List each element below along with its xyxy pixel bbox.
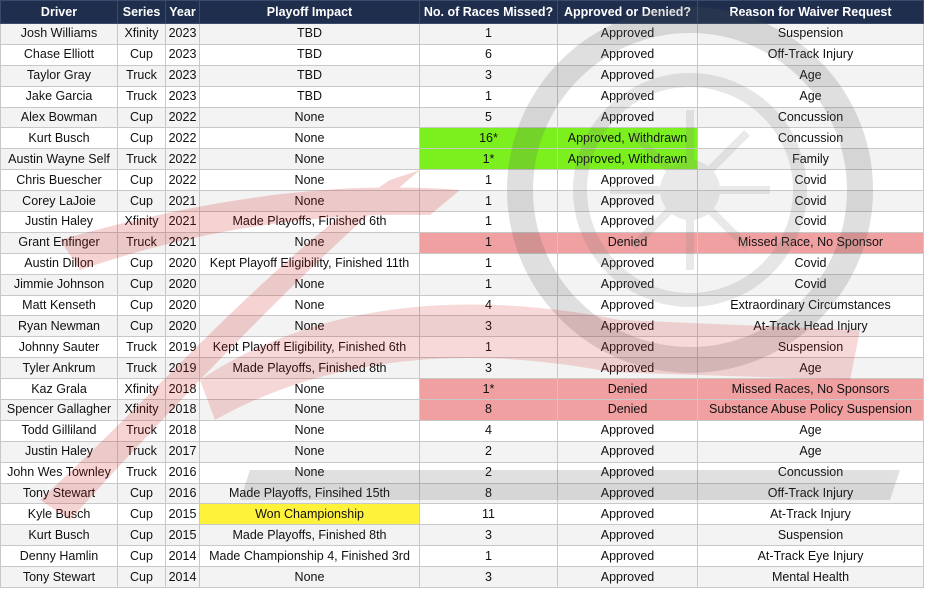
cell-year: 2023 xyxy=(166,65,200,86)
cell-playoff-impact: TBD xyxy=(200,86,420,107)
cell-races-missed: 6 xyxy=(420,44,558,65)
cell-series: Truck xyxy=(118,65,166,86)
cell-year: 2015 xyxy=(166,525,200,546)
cell-year: 2022 xyxy=(166,170,200,191)
cell-approved-denied: Approved xyxy=(558,567,698,588)
cell-approved-denied: Approved xyxy=(558,65,698,86)
cell-reason: Age xyxy=(698,441,924,462)
cell-driver: Austin Wayne Self xyxy=(1,149,118,170)
table-row xyxy=(1,253,924,274)
table-header xyxy=(1,1,924,24)
cell-approved-denied: Approved xyxy=(558,253,698,274)
cell-approved-denied: Approved xyxy=(558,86,698,107)
cell-series: Cup xyxy=(118,316,166,337)
cell-driver: Kurt Busch xyxy=(1,128,118,149)
cell-reason: At-Track Injury xyxy=(698,504,924,525)
cell-races-missed: 1 xyxy=(420,24,558,45)
cell-reason: Suspension xyxy=(698,24,924,45)
cell-playoff-impact: None xyxy=(200,462,420,483)
cell-races-missed: 3 xyxy=(420,525,558,546)
cell-reason: Suspension xyxy=(698,525,924,546)
cell-series: Xfinity xyxy=(118,400,166,421)
table-row xyxy=(1,149,924,170)
cell-reason: Extraordinary Circumstances xyxy=(698,295,924,316)
table-row xyxy=(1,107,924,128)
cell-year: 2020 xyxy=(166,253,200,274)
table-row xyxy=(1,546,924,567)
table-row xyxy=(1,337,924,358)
cell-year: 2014 xyxy=(166,567,200,588)
cell-series: Cup xyxy=(118,253,166,274)
cell-year: 2023 xyxy=(166,86,200,107)
cell-reason: Missed Races, No Sponsors xyxy=(698,379,924,400)
cell-races-missed: 16* xyxy=(420,128,558,149)
cell-year: 2019 xyxy=(166,337,200,358)
cell-series: Cup xyxy=(118,107,166,128)
cell-year: 2015 xyxy=(166,504,200,525)
table-row xyxy=(1,483,924,504)
cell-races-missed: 1 xyxy=(420,86,558,107)
cell-approved-denied: Approved xyxy=(558,44,698,65)
cell-approved-denied: Approved xyxy=(558,191,698,212)
cell-approved-denied: Approved xyxy=(558,546,698,567)
cell-playoff-impact: None xyxy=(200,295,420,316)
cell-reason: Concussion xyxy=(698,462,924,483)
table-row xyxy=(1,86,924,107)
table-row xyxy=(1,567,924,588)
cell-playoff-impact: None xyxy=(200,567,420,588)
cell-year: 2018 xyxy=(166,379,200,400)
cell-approved-denied: Approved xyxy=(558,358,698,379)
cell-approved-denied: Approved xyxy=(558,504,698,525)
cell-year: 2017 xyxy=(166,441,200,462)
cell-driver: Alex Bowman xyxy=(1,107,118,128)
cell-playoff-impact: TBD xyxy=(200,44,420,65)
cell-driver: Spencer Gallagher xyxy=(1,400,118,421)
cell-approved-denied: Approved xyxy=(558,420,698,441)
cell-approved-denied: Approved, Withdrawn xyxy=(558,149,698,170)
header-approved-denied: Approved or Denied? xyxy=(558,1,698,24)
cell-driver: Johnny Sauter xyxy=(1,337,118,358)
cell-playoff-impact: Made Playoffs, Finished 6th xyxy=(200,212,420,233)
cell-driver: Kyle Busch xyxy=(1,504,118,525)
cell-approved-denied: Approved xyxy=(558,24,698,45)
cell-reason: At-Track Eye Injury xyxy=(698,546,924,567)
cell-playoff-impact: Kept Playoff Eligibility, Finished 6th xyxy=(200,337,420,358)
cell-approved-denied: Approved xyxy=(558,525,698,546)
cell-playoff-impact: None xyxy=(200,232,420,253)
cell-reason: Covid xyxy=(698,253,924,274)
table-row xyxy=(1,504,924,525)
cell-driver: Corey LaJoie xyxy=(1,191,118,212)
cell-playoff-impact: None xyxy=(200,170,420,191)
table-row xyxy=(1,44,924,65)
cell-series: Truck xyxy=(118,358,166,379)
cell-year: 2022 xyxy=(166,107,200,128)
table-row xyxy=(1,462,924,483)
table-row xyxy=(1,191,924,212)
cell-driver: Tyler Ankrum xyxy=(1,358,118,379)
cell-races-missed: 1 xyxy=(420,274,558,295)
cell-year: 2023 xyxy=(166,24,200,45)
cell-reason: Age xyxy=(698,86,924,107)
cell-playoff-impact: None xyxy=(200,379,420,400)
cell-playoff-impact: Made Playoffs, Finished 8th xyxy=(200,525,420,546)
cell-series: Cup xyxy=(118,170,166,191)
cell-reason: Concussion xyxy=(698,128,924,149)
header-year: Year xyxy=(166,1,200,24)
cell-reason: Concussion xyxy=(698,107,924,128)
cell-year: 2022 xyxy=(166,128,200,149)
table-row xyxy=(1,379,924,400)
cell-playoff-impact: Won Championship xyxy=(200,504,420,525)
cell-series: Cup xyxy=(118,128,166,149)
table-row xyxy=(1,400,924,421)
table-row xyxy=(1,358,924,379)
table-row xyxy=(1,232,924,253)
cell-driver: Tony Stewart xyxy=(1,567,118,588)
cell-playoff-impact: TBD xyxy=(200,65,420,86)
cell-driver: Matt Kenseth xyxy=(1,295,118,316)
header-reason: Reason for Waiver Request xyxy=(698,1,924,24)
table-row xyxy=(1,420,924,441)
cell-races-missed: 1 xyxy=(420,253,558,274)
cell-approved-denied: Approved xyxy=(558,483,698,504)
cell-year: 2014 xyxy=(166,546,200,567)
cell-approved-denied: Approved xyxy=(558,316,698,337)
cell-playoff-impact: None xyxy=(200,149,420,170)
cell-races-missed: 3 xyxy=(420,65,558,86)
cell-races-missed: 11 xyxy=(420,504,558,525)
cell-year: 2020 xyxy=(166,295,200,316)
cell-approved-denied: Denied xyxy=(558,400,698,421)
cell-driver: Ryan Newman xyxy=(1,316,118,337)
cell-playoff-impact: None xyxy=(200,191,420,212)
cell-approved-denied: Approved xyxy=(558,274,698,295)
cell-races-missed: 3 xyxy=(420,358,558,379)
cell-driver: Todd Gilliland xyxy=(1,420,118,441)
cell-playoff-impact: Made Playoffs, Finished 8th xyxy=(200,358,420,379)
cell-driver: Tony Stewart xyxy=(1,483,118,504)
cell-series: Cup xyxy=(118,44,166,65)
table-row xyxy=(1,441,924,462)
cell-driver: Jimmie Johnson xyxy=(1,274,118,295)
cell-approved-denied: Approved, Withdrawn xyxy=(558,128,698,149)
table-row xyxy=(1,170,924,191)
cell-driver: Justin Haley xyxy=(1,441,118,462)
cell-races-missed: 1* xyxy=(420,379,558,400)
cell-series: Cup xyxy=(118,546,166,567)
cell-approved-denied: Approved xyxy=(558,337,698,358)
header-series: Series xyxy=(118,1,166,24)
cell-year: 2016 xyxy=(166,483,200,504)
cell-series: Truck xyxy=(118,420,166,441)
cell-playoff-impact: None xyxy=(200,400,420,421)
cell-series: Truck xyxy=(118,337,166,358)
table-row xyxy=(1,212,924,233)
cell-playoff-impact: Made Championship 4, Finished 3rd xyxy=(200,546,420,567)
cell-races-missed: 4 xyxy=(420,420,558,441)
cell-races-missed: 3 xyxy=(420,316,558,337)
cell-series: Truck xyxy=(118,86,166,107)
cell-playoff-impact: Made Playoffs, Finsihed 15th xyxy=(200,483,420,504)
cell-approved-denied: Approved xyxy=(558,462,698,483)
cell-races-missed: 1 xyxy=(420,546,558,567)
cell-driver: John Wes Townley xyxy=(1,462,118,483)
cell-races-missed: 4 xyxy=(420,295,558,316)
cell-reason: Substance Abuse Policy Suspension xyxy=(698,400,924,421)
table-row xyxy=(1,65,924,86)
cell-races-missed: 1 xyxy=(420,232,558,253)
cell-year: 2021 xyxy=(166,212,200,233)
cell-series: Truck xyxy=(118,462,166,483)
cell-driver: Chris Buescher xyxy=(1,170,118,191)
cell-reason: Missed Race, No Sponsor xyxy=(698,232,924,253)
cell-year: 2018 xyxy=(166,400,200,421)
cell-driver: Grant Enfinger xyxy=(1,232,118,253)
cell-playoff-impact: None xyxy=(200,316,420,337)
cell-playoff-impact: Kept Playoff Eligibility, Finished 11th xyxy=(200,253,420,274)
table-row xyxy=(1,295,924,316)
cell-series: Xfinity xyxy=(118,212,166,233)
cell-races-missed: 1 xyxy=(420,337,558,358)
cell-approved-denied: Approved xyxy=(558,170,698,191)
cell-series: Cup xyxy=(118,525,166,546)
cell-driver: Kaz Grala xyxy=(1,379,118,400)
cell-series: Cup xyxy=(118,295,166,316)
cell-series: Cup xyxy=(118,191,166,212)
cell-year: 2023 xyxy=(166,44,200,65)
cell-reason: Mental Health xyxy=(698,567,924,588)
cell-series: Xfinity xyxy=(118,379,166,400)
cell-races-missed: 2 xyxy=(420,462,558,483)
cell-reason: Covid xyxy=(698,212,924,233)
cell-year: 2022 xyxy=(166,149,200,170)
cell-year: 2020 xyxy=(166,274,200,295)
cell-approved-denied: Approved xyxy=(558,295,698,316)
cell-approved-denied: Approved xyxy=(558,107,698,128)
cell-series: Cup xyxy=(118,483,166,504)
cell-races-missed: 2 xyxy=(420,441,558,462)
cell-series: Cup xyxy=(118,504,166,525)
cell-races-missed: 1 xyxy=(420,191,558,212)
cell-year: 2021 xyxy=(166,232,200,253)
cell-reason: At-Track Head Injury xyxy=(698,316,924,337)
table-row xyxy=(1,128,924,149)
cell-races-missed: 8 xyxy=(420,483,558,504)
cell-playoff-impact: TBD xyxy=(200,24,420,45)
cell-reason: Covid xyxy=(698,191,924,212)
cell-races-missed: 1 xyxy=(420,212,558,233)
header-driver: Driver xyxy=(1,1,118,24)
cell-series: Truck xyxy=(118,149,166,170)
table-row xyxy=(1,316,924,337)
cell-year: 2020 xyxy=(166,316,200,337)
cell-playoff-impact: None xyxy=(200,107,420,128)
cell-approved-denied: Denied xyxy=(558,232,698,253)
cell-year: 2019 xyxy=(166,358,200,379)
cell-series: Truck xyxy=(118,441,166,462)
cell-reason: Age xyxy=(698,420,924,441)
cell-series: Cup xyxy=(118,274,166,295)
cell-reason: Suspension xyxy=(698,337,924,358)
cell-playoff-impact: None xyxy=(200,128,420,149)
cell-races-missed: 5 xyxy=(420,107,558,128)
cell-reason: Age xyxy=(698,358,924,379)
table-row xyxy=(1,24,924,45)
table-body xyxy=(1,24,924,588)
header-races-missed: No. of Races Missed? xyxy=(420,1,558,24)
cell-driver: Josh Williams xyxy=(1,24,118,45)
header-playoff-impact: Playoff Impact xyxy=(200,1,420,24)
cell-races-missed: 8 xyxy=(420,400,558,421)
cell-playoff-impact: None xyxy=(200,441,420,462)
cell-series: Xfinity xyxy=(118,24,166,45)
cell-reason: Family xyxy=(698,149,924,170)
cell-playoff-impact: None xyxy=(200,274,420,295)
cell-driver: Jake Garcia xyxy=(1,86,118,107)
table-row xyxy=(1,274,924,295)
table-row xyxy=(1,525,924,546)
cell-series: Truck xyxy=(118,232,166,253)
cell-driver: Justin Haley xyxy=(1,212,118,233)
cell-races-missed: 1* xyxy=(420,149,558,170)
cell-reason: Off-Track Injury xyxy=(698,44,924,65)
cell-driver: Denny Hamlin xyxy=(1,546,118,567)
cell-driver: Austin Dillon xyxy=(1,253,118,274)
cell-playoff-impact: None xyxy=(200,420,420,441)
cell-races-missed: 1 xyxy=(420,170,558,191)
cell-year: 2018 xyxy=(166,420,200,441)
header-row xyxy=(1,1,924,24)
cell-reason: Covid xyxy=(698,274,924,295)
cell-driver: Taylor Gray xyxy=(1,65,118,86)
cell-year: 2021 xyxy=(166,191,200,212)
cell-reason: Off-Track Injury xyxy=(698,483,924,504)
cell-races-missed: 3 xyxy=(420,567,558,588)
cell-series: Cup xyxy=(118,567,166,588)
cell-approved-denied: Denied xyxy=(558,379,698,400)
cell-reason: Covid xyxy=(698,170,924,191)
cell-reason: Age xyxy=(698,65,924,86)
cell-driver: Kurt Busch xyxy=(1,525,118,546)
cell-approved-denied: Approved xyxy=(558,441,698,462)
cell-approved-denied: Approved xyxy=(558,212,698,233)
cell-year: 2016 xyxy=(166,462,200,483)
cell-driver: Chase Elliott xyxy=(1,44,118,65)
